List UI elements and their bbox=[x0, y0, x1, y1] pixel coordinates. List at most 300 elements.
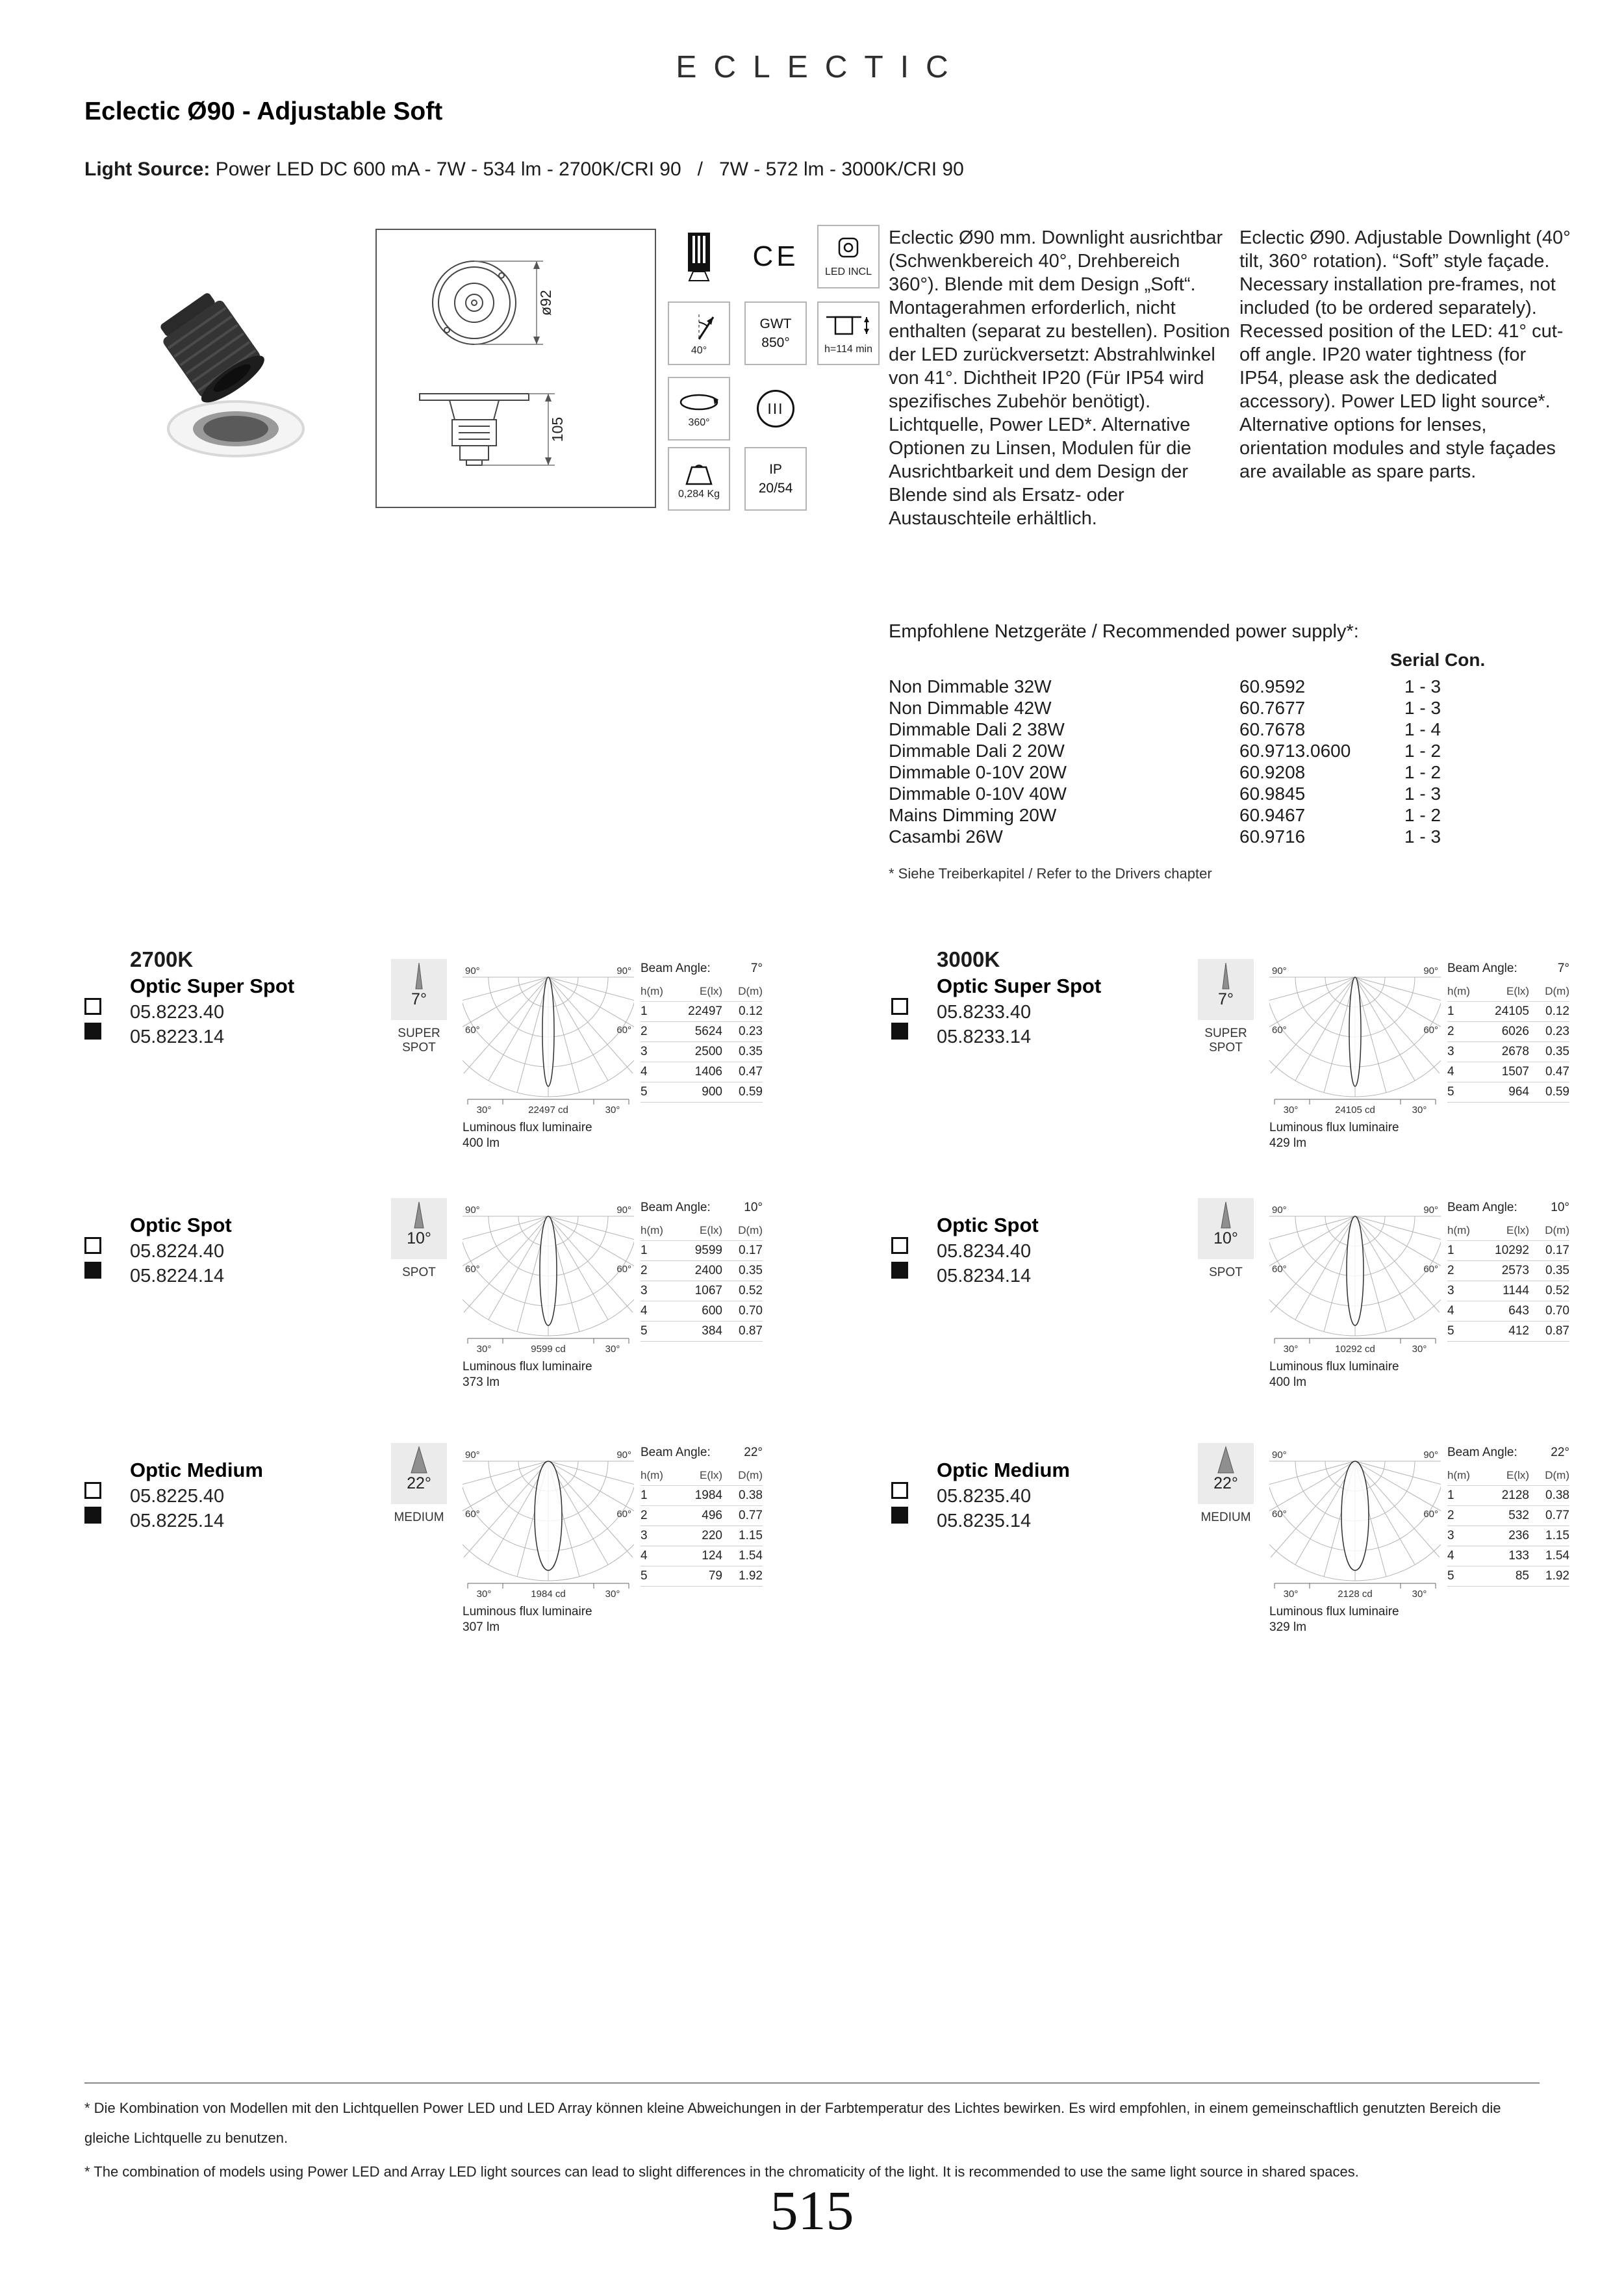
column-header-3000k: 3000K bbox=[937, 947, 1000, 971]
photometric-row bbox=[641, 1082, 763, 1103]
finish-checkbox-black bbox=[891, 1023, 908, 1040]
header-height: h(m) bbox=[641, 985, 663, 997]
beam-angle-row bbox=[1447, 1201, 1569, 1221]
d-value: 0.23 bbox=[1545, 1025, 1569, 1038]
h-value: 3 bbox=[1447, 1284, 1454, 1297]
h-value: 1 bbox=[1447, 1004, 1454, 1018]
polar-60-right: 60° bbox=[1423, 1264, 1438, 1275]
polar-30-left: 30° bbox=[476, 1105, 492, 1116]
polar-90-right: 90° bbox=[1423, 1450, 1438, 1461]
ip-values: 20/54 bbox=[758, 480, 793, 496]
polar-60-left: 60° bbox=[465, 1509, 480, 1520]
e-value: 2573 bbox=[1501, 1264, 1529, 1277]
e-value: 220 bbox=[702, 1529, 722, 1542]
beam-angle-row bbox=[641, 962, 763, 982]
h-value: 1 bbox=[641, 1244, 648, 1257]
h-value: 4 bbox=[641, 1065, 648, 1079]
e-value: 412 bbox=[1508, 1324, 1529, 1338]
weight-label: 0,284 Kg bbox=[678, 488, 720, 500]
polar-diagram bbox=[463, 965, 634, 1119]
luminous-flux bbox=[463, 1359, 592, 1390]
luminous-flux bbox=[1269, 1120, 1399, 1151]
optic-type-label: SUPER SPOT bbox=[398, 1027, 440, 1054]
polar-90-right: 90° bbox=[616, 965, 631, 977]
polar-diagram bbox=[463, 1205, 634, 1359]
h-value: 5 bbox=[641, 1085, 648, 1099]
h-value: 2 bbox=[1447, 1509, 1454, 1522]
driver-code: 60.9716 bbox=[1239, 826, 1306, 847]
header-height: h(m) bbox=[641, 1224, 663, 1236]
driver-code: 60.9592 bbox=[1239, 676, 1306, 696]
e-value: 22497 bbox=[688, 1004, 722, 1018]
product-optic-name: Optic Super Spot bbox=[130, 975, 295, 997]
polar-curve-chart bbox=[1269, 1205, 1441, 1355]
d-value: 0.59 bbox=[1545, 1085, 1569, 1099]
polar-60-right: 60° bbox=[1423, 1509, 1438, 1520]
photometric-row bbox=[1447, 1281, 1569, 1301]
photometric-header-row bbox=[641, 1221, 763, 1241]
photometric-row bbox=[641, 1002, 763, 1022]
h-value: 5 bbox=[641, 1569, 648, 1583]
photometric-row bbox=[641, 1322, 763, 1342]
driver-serial-connection: 1 - 4 bbox=[1404, 719, 1441, 739]
d-value: 0.38 bbox=[739, 1488, 763, 1502]
photometric-table bbox=[1447, 1201, 1569, 1342]
photometric-row bbox=[1447, 1241, 1569, 1261]
product-block bbox=[891, 1446, 1606, 1654]
recess-depth-label: h=114 min bbox=[824, 343, 872, 355]
driver-name: Dimmable Dali 2 20W bbox=[889, 740, 1065, 761]
peak-intensity-value: 24105 cd bbox=[1335, 1105, 1375, 1116]
footer-note-german: * Die Kombination von Modellen mit den Lichtquellen Power LED und LED Array können kleine Abweichungen in der Farbtemperatur des Lichtes bewirken. Es wird empfohlen, in einem gemeinschaftlich genutzten Bereich die gleiche Lichtquelle zu benutzen. bbox=[84, 2100, 1501, 2146]
driver-code: 60.9713.0600 bbox=[1239, 740, 1351, 761]
product-optic-name: Optic Medium bbox=[937, 1459, 1070, 1481]
polar-curve-chart bbox=[463, 1205, 634, 1355]
beam-angle-row bbox=[641, 1446, 763, 1466]
d-value: 1.15 bbox=[739, 1529, 763, 1542]
header-diameter: D(m) bbox=[1545, 1469, 1569, 1481]
beam-angle-value: 10° bbox=[1551, 1201, 1569, 1214]
photometric-row bbox=[641, 1281, 763, 1301]
finish-checkbox-black bbox=[891, 1507, 908, 1524]
photometric-row bbox=[641, 1301, 763, 1322]
footer-divider bbox=[84, 2082, 1540, 2084]
header-diameter: D(m) bbox=[738, 1469, 763, 1481]
photometric-table bbox=[641, 1446, 763, 1587]
driver-serial-connection: 1 - 3 bbox=[1404, 676, 1441, 696]
e-value: 124 bbox=[702, 1549, 722, 1563]
peak-intensity-value: 9599 cd bbox=[531, 1344, 566, 1355]
e-value: 964 bbox=[1508, 1085, 1529, 1099]
class-iii-label: III bbox=[757, 390, 794, 428]
polar-diagram bbox=[1269, 1205, 1441, 1359]
polar-60-left: 60° bbox=[1272, 1025, 1287, 1036]
h-value: 4 bbox=[1447, 1549, 1454, 1563]
h-value: 1 bbox=[1447, 1244, 1454, 1257]
beam-angle-label: Beam Angle: bbox=[1447, 1446, 1517, 1459]
photometric-row bbox=[1447, 1546, 1569, 1566]
luminous-flux bbox=[463, 1120, 592, 1151]
photometric-row bbox=[1447, 1566, 1569, 1587]
product-code-14: 05.8224.14 bbox=[130, 1266, 225, 1286]
polar-curve-chart bbox=[1269, 965, 1441, 1116]
finish-checkbox-black bbox=[891, 1262, 908, 1279]
header-diameter: D(m) bbox=[1545, 1224, 1569, 1236]
serial-connection-header: Serial Con. bbox=[1390, 650, 1486, 670]
optic-beam-icon bbox=[1198, 959, 1254, 1020]
polar-90-right: 90° bbox=[1423, 965, 1438, 977]
peak-intensity-value: 22497 cd bbox=[528, 1105, 568, 1116]
h-value: 2 bbox=[1447, 1264, 1454, 1277]
beam-angle-label: Beam Angle: bbox=[641, 962, 711, 975]
photometric-row bbox=[1447, 1002, 1569, 1022]
d-value: 1.54 bbox=[1545, 1549, 1569, 1563]
d-value: 0.47 bbox=[1545, 1065, 1569, 1079]
led-included-label: LED INCL bbox=[824, 266, 872, 277]
e-value: 10292 bbox=[1495, 1244, 1529, 1257]
photometric-row bbox=[1447, 1022, 1569, 1042]
photometric-row bbox=[1447, 1301, 1569, 1322]
photometric-header-row bbox=[1447, 982, 1569, 1002]
d-value: 1.92 bbox=[739, 1569, 763, 1583]
e-value: 5624 bbox=[694, 1025, 722, 1038]
polar-30-right: 30° bbox=[1412, 1589, 1427, 1600]
e-value: 2400 bbox=[694, 1264, 722, 1277]
driver-code: 60.9208 bbox=[1239, 761, 1306, 782]
luminous-flux-label: Luminous flux luminaire bbox=[463, 1360, 592, 1373]
d-value: 0.87 bbox=[739, 1324, 763, 1338]
light-source-value: Power LED DC 600 mA - 7W - 534 lm - 2700K/CRI 90 / 7W - 572 lm - 3000K/CRI 90 bbox=[215, 159, 964, 180]
beam-angle-row bbox=[641, 1201, 763, 1221]
beam-angle-value: 22° bbox=[744, 1446, 763, 1459]
d-value: 0.47 bbox=[739, 1065, 763, 1079]
finish-checkbox-black bbox=[84, 1262, 101, 1279]
photometric-header-row bbox=[641, 1466, 763, 1486]
driver-name: Dimmable 0-10V 40W bbox=[889, 783, 1067, 804]
polar-curve-chart bbox=[463, 965, 634, 1116]
gwt-label: GWT bbox=[759, 316, 792, 331]
d-value: 1.92 bbox=[1545, 1569, 1569, 1583]
e-value: 600 bbox=[702, 1304, 722, 1318]
beam-angle-badge: 7° bbox=[1218, 990, 1234, 1008]
product-block bbox=[891, 1201, 1606, 1409]
photometric-row bbox=[1447, 1261, 1569, 1281]
beam-angle-badge: 7° bbox=[411, 990, 427, 1008]
e-value: 643 bbox=[1508, 1304, 1529, 1318]
photometric-row bbox=[1447, 1506, 1569, 1526]
polar-30-left: 30° bbox=[1283, 1344, 1299, 1355]
h-value: 4 bbox=[641, 1304, 648, 1318]
h-value: 3 bbox=[641, 1045, 648, 1058]
polar-60-left: 60° bbox=[465, 1264, 480, 1275]
luminous-flux-value: 400 lm bbox=[1269, 1375, 1307, 1389]
photometric-row bbox=[1447, 1042, 1569, 1062]
product-optic-name: Optic Spot bbox=[937, 1214, 1039, 1236]
photometric-row bbox=[1447, 1062, 1569, 1082]
peak-intensity-value: 10292 cd bbox=[1335, 1344, 1375, 1355]
polar-60-right: 60° bbox=[616, 1025, 631, 1036]
d-value: 0.52 bbox=[739, 1284, 763, 1297]
product-code-14: 05.8223.14 bbox=[130, 1027, 225, 1047]
h-value: 3 bbox=[641, 1529, 648, 1542]
d-value: 0.59 bbox=[739, 1085, 763, 1099]
footer-note-english: * The combination of models using Power LED and Array LED light sources can lead to slight differences in the chromaticity of the light. It is recommended to use the same light source in shared spaces. bbox=[84, 2164, 1359, 2180]
h-value: 1 bbox=[641, 1488, 648, 1502]
d-value: 0.23 bbox=[739, 1025, 763, 1038]
product-block bbox=[84, 962, 799, 1169]
column-header-2700k: 2700K bbox=[130, 947, 194, 971]
description-english: Eclectic Ø90. Adjustable Downlight (40° tilt, 360° rotation). “Soft” style façade. Necessary installation pre-frames, not included (to be ordered separately). Recessed position of the LED: 41° cut-off angle. IP20 water tightness (for IP54, please ask the dedicated accessory). Power LED light source*. Alternative options for lenses, orientation modules and style façades are available as spare parts. bbox=[1239, 227, 1571, 482]
h-value: 5 bbox=[1447, 1085, 1454, 1099]
photometric-row bbox=[1447, 1486, 1569, 1506]
polar-60-left: 60° bbox=[1272, 1509, 1287, 1520]
photometric-row bbox=[641, 1241, 763, 1261]
d-value: 0.77 bbox=[1545, 1509, 1569, 1522]
photometric-header-row bbox=[641, 982, 763, 1002]
e-value: 384 bbox=[702, 1324, 722, 1338]
beam-angle-badge: 22° bbox=[407, 1474, 431, 1492]
peak-intensity-value: 1984 cd bbox=[531, 1589, 566, 1600]
h-value: 2 bbox=[641, 1025, 648, 1038]
polar-30-right: 30° bbox=[605, 1105, 620, 1116]
d-value: 1.15 bbox=[1545, 1529, 1569, 1542]
header-height: h(m) bbox=[1447, 1469, 1470, 1481]
product-optic-name: Optic Spot bbox=[130, 1214, 232, 1236]
h-value: 3 bbox=[641, 1284, 648, 1297]
polar-60-right: 60° bbox=[1423, 1025, 1438, 1036]
header-height: h(m) bbox=[641, 1469, 663, 1481]
polar-90-right: 90° bbox=[616, 1205, 631, 1216]
driver-name: Dimmable Dali 2 38W bbox=[889, 719, 1065, 739]
beam-angle-badge: 10° bbox=[407, 1229, 431, 1247]
d-value: 0.12 bbox=[739, 1004, 763, 1018]
finish-checkbox-white bbox=[84, 998, 101, 1015]
beam-angle-label: Beam Angle: bbox=[641, 1446, 711, 1459]
optic-beam-icon bbox=[391, 1198, 447, 1259]
beam-angle-row bbox=[1447, 1446, 1569, 1466]
luminous-flux-value: 429 lm bbox=[1269, 1136, 1307, 1150]
e-value: 236 bbox=[1508, 1529, 1529, 1542]
product-block bbox=[84, 1201, 799, 1409]
optic-type-label: SPOT bbox=[402, 1266, 436, 1279]
e-value: 2678 bbox=[1501, 1045, 1529, 1058]
driver-name: Mains Dimming 20W bbox=[889, 804, 1057, 825]
photometric-row bbox=[1447, 1526, 1569, 1546]
polar-30-right: 30° bbox=[1412, 1105, 1427, 1116]
driver-code: 60.7677 bbox=[1239, 697, 1306, 718]
photometric-table bbox=[1447, 962, 1569, 1103]
driver-serial-connection: 1 - 3 bbox=[1404, 697, 1441, 718]
d-value: 0.70 bbox=[1545, 1304, 1569, 1318]
h-value: 3 bbox=[1447, 1045, 1454, 1058]
finish-checkbox-white bbox=[891, 1237, 908, 1254]
polar-30-right: 30° bbox=[1412, 1344, 1427, 1355]
optic-type-label: MEDIUM bbox=[394, 1511, 444, 1524]
beam-angle-label: Beam Angle: bbox=[1447, 962, 1517, 975]
driver-name: Non Dimmable 42W bbox=[889, 697, 1052, 718]
product-code-40: 05.8225.40 bbox=[130, 1486, 225, 1507]
product-code-40: 05.8234.40 bbox=[937, 1241, 1032, 1262]
product-code-40: 05.8223.40 bbox=[130, 1002, 225, 1023]
gwt-temperature: 850° bbox=[761, 335, 790, 350]
d-value: 0.35 bbox=[1545, 1264, 1569, 1277]
photometric-row bbox=[1447, 1322, 1569, 1342]
header-height: h(m) bbox=[1447, 985, 1470, 997]
d-value: 0.17 bbox=[1545, 1244, 1569, 1257]
h-value: 4 bbox=[1447, 1065, 1454, 1079]
polar-90-left: 90° bbox=[465, 965, 480, 977]
finish-checkbox-white bbox=[891, 998, 908, 1015]
finish-checkbox-black bbox=[84, 1023, 101, 1040]
product-block bbox=[891, 962, 1606, 1169]
luminous-flux-value: 400 lm bbox=[463, 1136, 500, 1150]
height-dimension: 105 bbox=[549, 416, 566, 442]
beam-angle-value: 10° bbox=[744, 1201, 763, 1214]
header-illuminance: E(lx) bbox=[700, 1469, 722, 1481]
e-value: 6026 bbox=[1501, 1025, 1529, 1038]
e-value: 1507 bbox=[1501, 1065, 1529, 1079]
h-value: 1 bbox=[641, 1004, 648, 1018]
polar-curve-chart bbox=[1269, 1450, 1441, 1600]
h-value: 5 bbox=[1447, 1324, 1454, 1338]
h-value: 2 bbox=[641, 1264, 648, 1277]
beam-angle-badge: 22° bbox=[1213, 1474, 1238, 1492]
header-illuminance: E(lx) bbox=[1506, 985, 1529, 997]
h-value: 4 bbox=[1447, 1304, 1454, 1318]
product-code-40: 05.8224.40 bbox=[130, 1241, 225, 1262]
description-german: Eclectic Ø90 mm. Downlight ausrichtbar (Schwenkbereich 40°, Drehbereich 360°). Blende mit dem Design „Soft“. Montagerahmen erforderlich, nicht enthalten (separat zu bestellen). Position der LED zurückversetzt: Abstrahlwinkel von 41°. Dichtheit IP20 (Für IP54 wird spezifisches Zubehör benötigt). Lichtquelle, Power LED*. Alternative Optionen zu Linsen, Modulen für die Ausrichtbarkeit und dem Design der Blende sind als Ersatz- oder Austauschteile erhältlich. bbox=[889, 227, 1230, 529]
e-value: 532 bbox=[1508, 1509, 1529, 1522]
rotation-label: 360° bbox=[688, 416, 710, 428]
polar-90-left: 90° bbox=[1272, 965, 1287, 977]
d-value: 0.35 bbox=[1545, 1045, 1569, 1058]
polar-diagram bbox=[463, 1450, 634, 1603]
driver-code: 60.7678 bbox=[1239, 719, 1306, 739]
product-code-40: 05.8233.40 bbox=[937, 1002, 1032, 1023]
polar-60-left: 60° bbox=[1272, 1264, 1287, 1275]
h-value: 4 bbox=[641, 1549, 648, 1563]
polar-30-right: 30° bbox=[605, 1589, 620, 1600]
driver-serial-connection: 1 - 2 bbox=[1404, 761, 1441, 782]
photometric-row bbox=[641, 1486, 763, 1506]
polar-90-right: 90° bbox=[1423, 1205, 1438, 1216]
h-value: 2 bbox=[1447, 1025, 1454, 1038]
e-value: 1067 bbox=[694, 1284, 722, 1297]
d-value: 0.12 bbox=[1545, 1004, 1569, 1018]
finish-checkbox-black bbox=[84, 1507, 101, 1524]
photometric-row bbox=[641, 1062, 763, 1082]
photometric-table bbox=[641, 1201, 763, 1342]
optic-type-label: SUPER SPOT bbox=[1204, 1027, 1247, 1054]
header-diameter: D(m) bbox=[1545, 985, 1569, 997]
luminous-flux-label: Luminous flux luminaire bbox=[463, 1605, 592, 1618]
e-value: 1406 bbox=[694, 1065, 722, 1079]
polar-60-left: 60° bbox=[465, 1025, 480, 1036]
polar-90-left: 90° bbox=[465, 1450, 480, 1461]
driver-serial-connection: 1 - 3 bbox=[1404, 826, 1441, 847]
driver-name: Casambi 26W bbox=[889, 826, 1003, 847]
luminous-flux bbox=[1269, 1359, 1399, 1390]
polar-30-left: 30° bbox=[1283, 1589, 1299, 1600]
driver-serial-connection: 1 - 2 bbox=[1404, 740, 1441, 761]
power-supply-title: Empfohlene Netzgeräte / Recommended power supply*: bbox=[889, 621, 1359, 642]
d-value: 0.52 bbox=[1545, 1284, 1569, 1297]
d-value: 0.35 bbox=[739, 1264, 763, 1277]
luminous-flux-label: Luminous flux luminaire bbox=[1269, 1121, 1399, 1134]
luminous-flux bbox=[463, 1604, 592, 1635]
luminous-flux-value: 307 lm bbox=[463, 1620, 500, 1634]
photometric-row bbox=[641, 1526, 763, 1546]
photometric-table bbox=[1447, 1446, 1569, 1587]
polar-curve-chart bbox=[463, 1450, 634, 1600]
tilt-angle-label: 40° bbox=[691, 344, 707, 356]
peak-intensity-value: 2128 cd bbox=[1338, 1589, 1373, 1600]
e-value: 2128 bbox=[1501, 1488, 1529, 1502]
beam-angle-row bbox=[1447, 962, 1569, 982]
d-value: 0.35 bbox=[739, 1045, 763, 1058]
luminous-flux-label: Luminous flux luminaire bbox=[1269, 1605, 1399, 1618]
finish-checkbox-white bbox=[84, 1482, 101, 1499]
photometric-row bbox=[641, 1566, 763, 1587]
photometric-row bbox=[641, 1261, 763, 1281]
beam-angle-value: 7° bbox=[750, 962, 763, 975]
optic-beam-icon bbox=[391, 959, 447, 1020]
polar-diagram bbox=[1269, 1450, 1441, 1603]
driver-code: 60.9467 bbox=[1239, 804, 1306, 825]
e-value: 2500 bbox=[694, 1045, 722, 1058]
e-value: 85 bbox=[1515, 1569, 1529, 1583]
d-value: 0.70 bbox=[739, 1304, 763, 1318]
ip-label: IP bbox=[769, 461, 782, 477]
e-value: 900 bbox=[702, 1085, 722, 1099]
e-value: 133 bbox=[1508, 1549, 1529, 1563]
photometric-header-row bbox=[1447, 1221, 1569, 1241]
product-code-14: 05.8233.14 bbox=[937, 1027, 1032, 1047]
beam-angle-value: 7° bbox=[1557, 962, 1569, 975]
h-value: 5 bbox=[1447, 1569, 1454, 1583]
header-diameter: D(m) bbox=[738, 985, 763, 997]
h-value: 2 bbox=[641, 1509, 648, 1522]
header-diameter: D(m) bbox=[738, 1224, 763, 1236]
polar-diagram bbox=[1269, 965, 1441, 1119]
header-illuminance: E(lx) bbox=[700, 985, 722, 997]
e-value: 1984 bbox=[694, 1488, 722, 1502]
photometric-row bbox=[641, 1546, 763, 1566]
e-value: 24105 bbox=[1495, 1004, 1529, 1018]
product-code-40: 05.8235.40 bbox=[937, 1486, 1032, 1507]
e-value: 79 bbox=[708, 1569, 722, 1583]
optic-beam-icon bbox=[1198, 1198, 1254, 1259]
d-value: 0.17 bbox=[739, 1244, 763, 1257]
e-value: 496 bbox=[702, 1509, 722, 1522]
d-value: 0.77 bbox=[739, 1509, 763, 1522]
polar-60-right: 60° bbox=[616, 1509, 631, 1520]
beam-angle-value: 22° bbox=[1551, 1446, 1569, 1459]
polar-90-left: 90° bbox=[1272, 1205, 1287, 1216]
optic-beam-icon bbox=[1198, 1443, 1254, 1504]
h-value: 3 bbox=[1447, 1529, 1454, 1542]
photometric-table bbox=[641, 962, 763, 1103]
header-height: h(m) bbox=[1447, 1224, 1470, 1236]
polar-90-right: 90° bbox=[616, 1450, 631, 1461]
photometric-row bbox=[641, 1506, 763, 1526]
light-source-label: Light Source: bbox=[84, 159, 210, 180]
driver-name: Non Dimmable 32W bbox=[889, 676, 1052, 696]
header-illuminance: E(lx) bbox=[700, 1224, 722, 1236]
luminous-flux-label: Luminous flux luminaire bbox=[463, 1121, 592, 1134]
power-supply-footnote: * Siehe Treiberkapitel / Refer to the Drivers chapter bbox=[889, 865, 1212, 882]
beam-angle-badge: 10° bbox=[1213, 1229, 1238, 1247]
